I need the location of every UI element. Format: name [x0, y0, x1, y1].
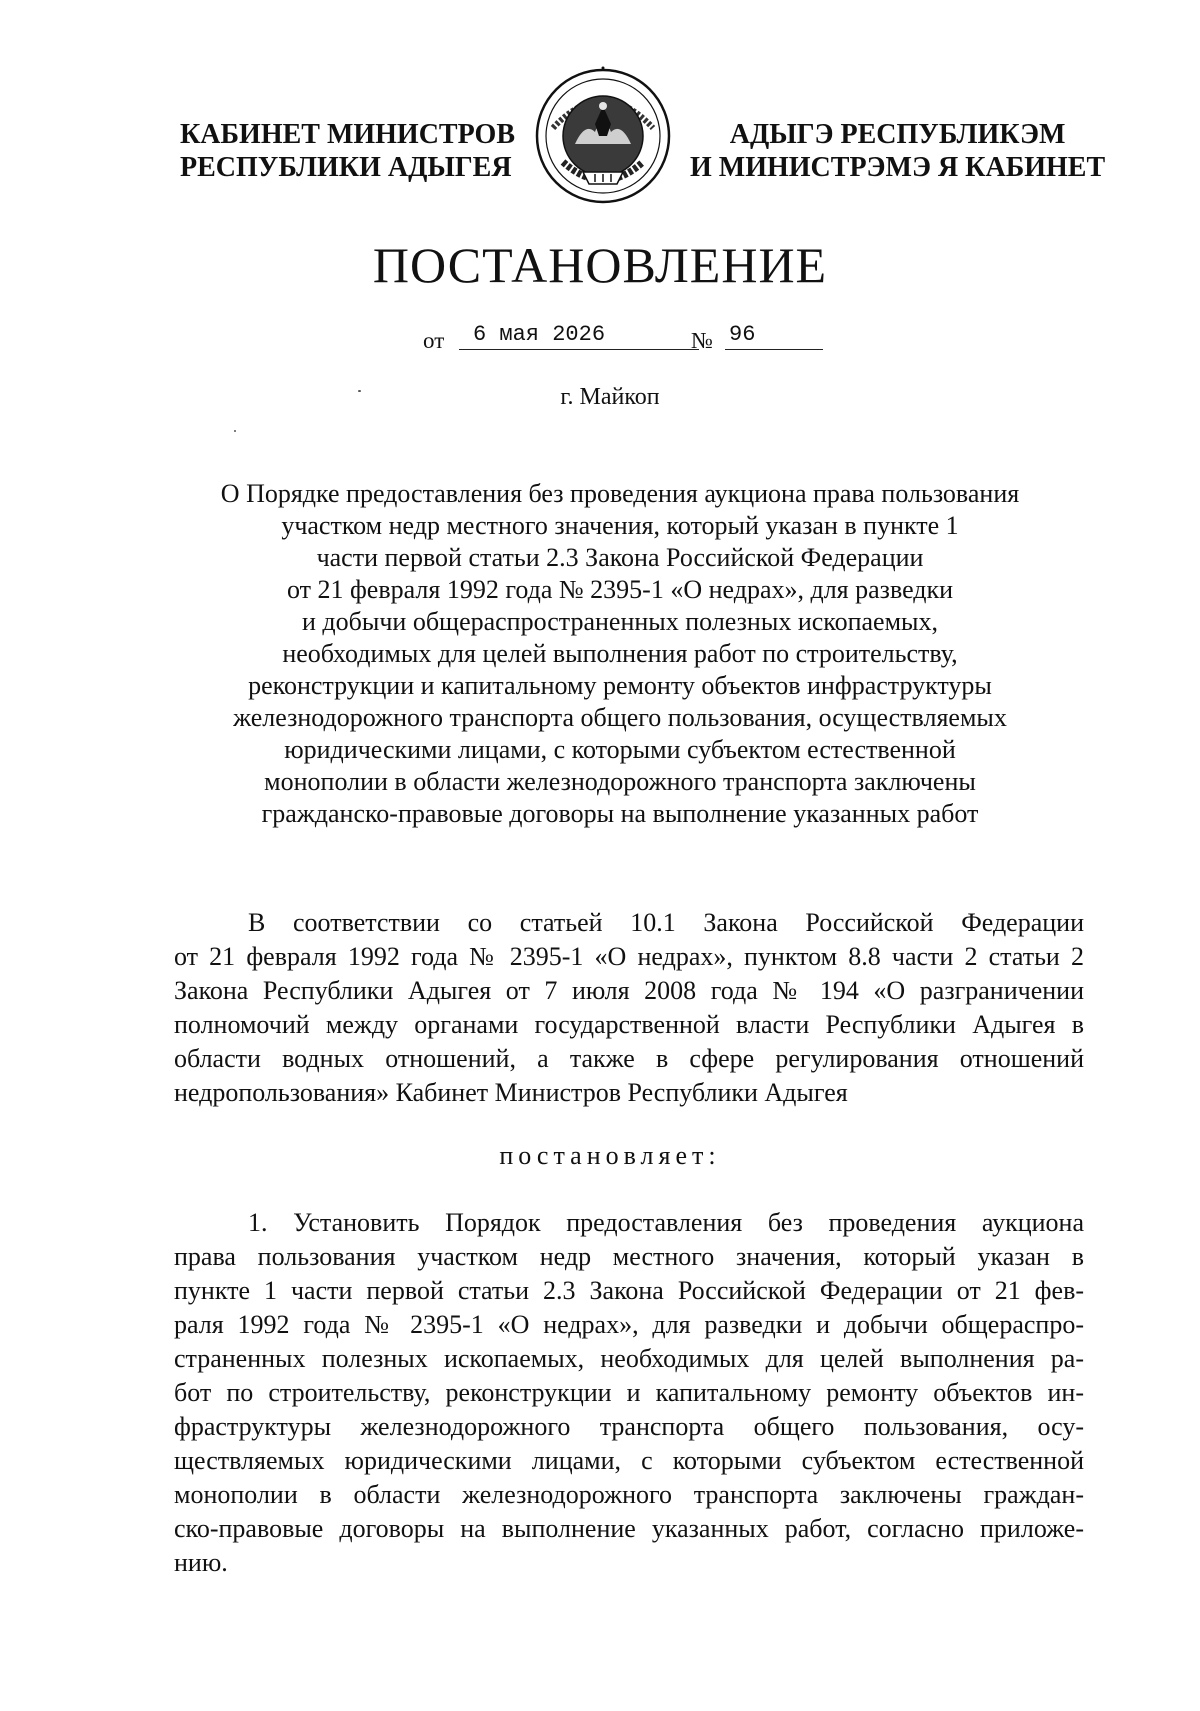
- item-1-line: бот по строительству, реконструкции и капитальному ремонту объектов ин-: [174, 1378, 1084, 1407]
- scan-speck: [234, 430, 236, 432]
- subject-heading: [170, 478, 1070, 830]
- subject-line: железнодорожного транспорта общего пользования, осуществляемых: [233, 703, 1007, 732]
- date-value: 6 мая 2026: [459, 322, 699, 350]
- document-title: ПОСТАНОВЛЕНИЕ: [372, 237, 828, 293]
- header-right-line-1: АДЫГЭ РЕСПУБЛИКЭМ: [729, 119, 1066, 150]
- subject-line: участком недр местного значения, который указан в пункте 1: [281, 511, 959, 540]
- item-1-line: страненных полезных ископаемых, необходимых для целей выполнения ра-: [174, 1344, 1084, 1373]
- subject-line: необходимых для целей выполнения работ по строительству,: [282, 639, 958, 668]
- header-left-line-2: РЕСПУБЛИКИ АДЫГЕЯ: [180, 152, 512, 183]
- subject-line: гражданско-правовые договоры на выполнение указанных работ: [261, 799, 979, 828]
- scan-speck: [358, 390, 361, 392]
- subject-line: О Порядке предоставления без проведения аукциона права пользования: [220, 479, 1020, 508]
- item-1-line: нию.: [174, 1548, 228, 1577]
- number-label: №: [691, 328, 713, 353]
- item-1-line: ско-правовые договоры на выполнение указанных работ, согласно приложе-: [174, 1514, 1084, 1543]
- item-1-line: ществляемых юридическими лицами, с которыми субъектом естественной: [174, 1446, 1084, 1475]
- subject-line: юридическими лицами, с которыми субъектом естественной: [284, 735, 956, 764]
- item-1-paragraph: [174, 1206, 1084, 1580]
- date-number-row: [423, 322, 823, 356]
- city: г. Майкоп: [560, 384, 660, 410]
- item-1-line: права пользования участком недр местного значения, который указан в: [174, 1242, 1084, 1271]
- header-left: [180, 118, 515, 184]
- subject-line: части первой статьи 2.3 Закона Российской Федерации: [316, 543, 924, 572]
- date-label: от: [423, 328, 445, 353]
- subject-line: реконструкции и капитальному ремонту объектов инфраструктуры: [248, 671, 992, 700]
- subject-line: монополии в области железнодорожного транспорта заключены: [264, 767, 976, 796]
- item-1-line: пункте 1 части первой статьи 2.3 Закона Российской Федерации от 21 фев-: [174, 1276, 1084, 1305]
- item-1-line: фраструктуры железнодорожного транспорта общего пользования, осу-: [174, 1412, 1084, 1441]
- coat-of-arms-icon: [533, 66, 673, 206]
- preamble-line: В соответствии со статьей 10.1 Закона Российской Федерации: [248, 908, 1084, 937]
- item-1-line: монополии в области железнодорожного транспорта заключены граждан-: [174, 1480, 1084, 1509]
- preamble-paragraph: [174, 906, 1084, 1110]
- item-1-line: раля 1992 года № 2395-1 «О недрах», для разведки и добычи общераспро-: [174, 1310, 1084, 1339]
- number-value: 96: [725, 322, 823, 350]
- preamble-line: полномочий между органами государственной власти Республики Адыгея в: [174, 1010, 1084, 1039]
- preamble-line: от 21 февраля 1992 года № 2395-1 «О недрах», пунктом 8.8 части 2 статьи 2: [174, 942, 1084, 971]
- resolves-word: постановляет:: [499, 1141, 721, 1170]
- header-right-line-2: И МИНИСТРЭМЭ Я КАБИНЕТ: [690, 152, 1106, 183]
- subject-line: и добычи общераспространенных полезных ископаемых,: [301, 607, 938, 636]
- item-1-line: 1. Установить Порядок предоставления без проведения аукциона: [248, 1208, 1084, 1237]
- preamble-line: Закона Республики Адыгея от 7 июля 2008 года № 194 «О разграничении: [174, 976, 1084, 1005]
- header-left-line-1: КАБИНЕТ МИНИСТРОВ: [180, 119, 516, 150]
- preamble-line: недропользования» Кабинет Министров Республики Адыгея: [174, 1078, 848, 1107]
- preamble-line: области водных отношений, а также в сфере регулирования отношений: [174, 1044, 1084, 1073]
- subject-line: от 21 февраля 1992 года № 2395-1 «О недрах», для разведки: [286, 575, 954, 604]
- header-right: [690, 118, 1105, 184]
